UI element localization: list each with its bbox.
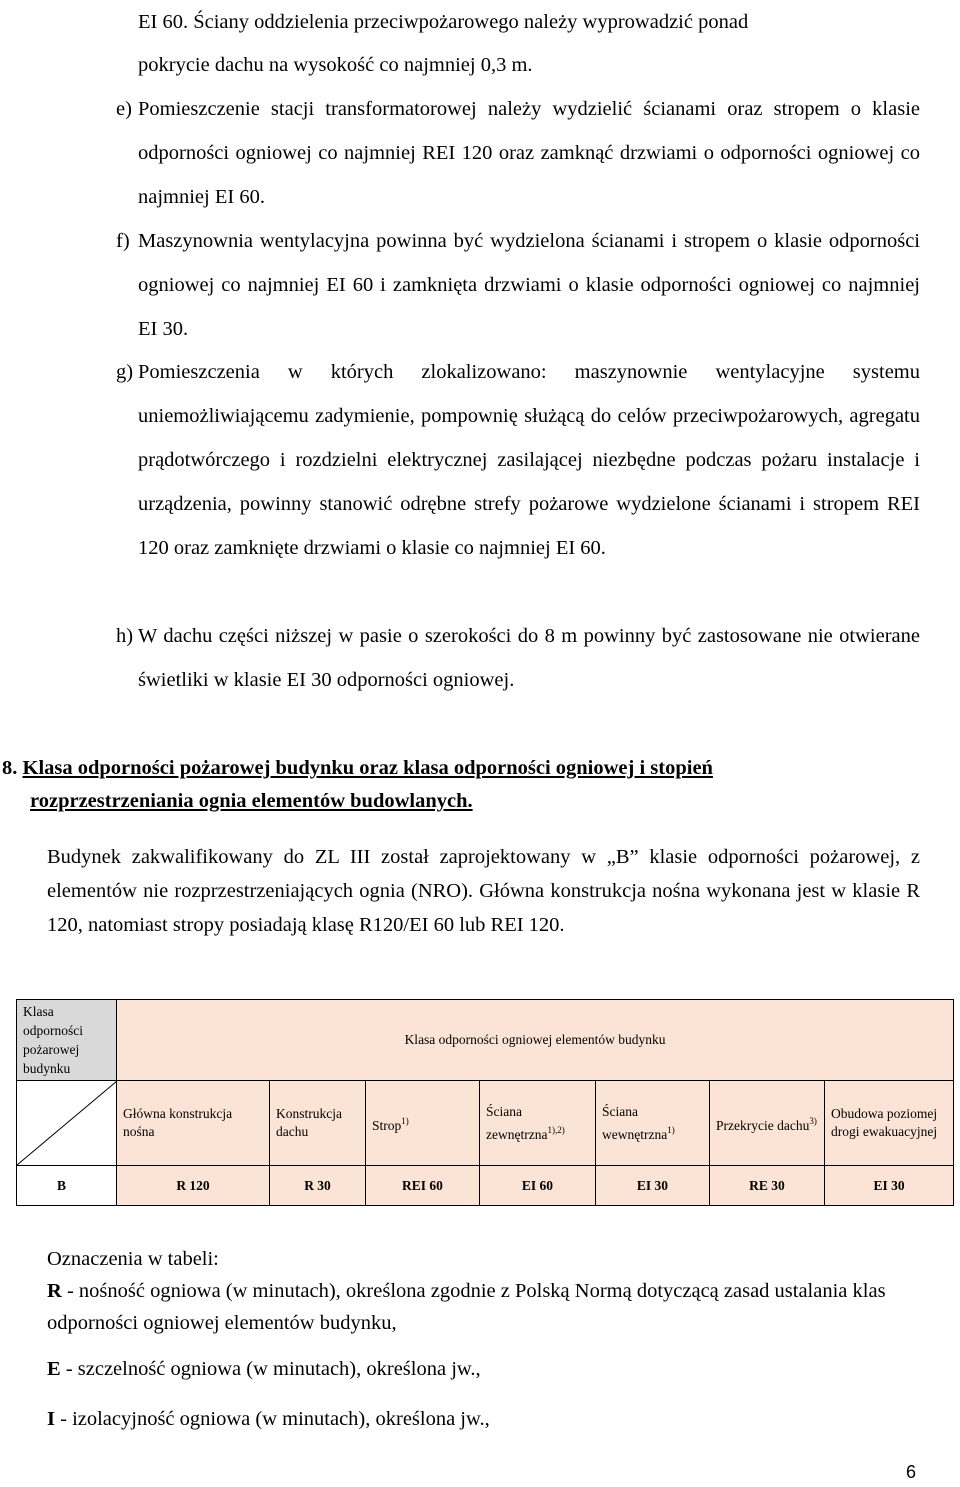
legend-I-key: I bbox=[47, 1408, 55, 1430]
table-col-header bbox=[480, 1081, 596, 1166]
section-heading bbox=[2, 752, 920, 818]
legend-I-sep: - bbox=[54, 1408, 73, 1430]
item-e-label: e) bbox=[116, 98, 132, 120]
legend-E bbox=[47, 1353, 920, 1385]
table-col-header bbox=[596, 1081, 710, 1166]
item-h-text: W dachu części niższej w pasie o szerokości do 8 m powinny być zastosowane nie otwierane świetliki w klasie EI 30 odporności ogniowej. bbox=[138, 625, 920, 691]
table-class-cell: B bbox=[17, 1166, 117, 1206]
table-value-cell: R 30 bbox=[270, 1166, 366, 1206]
col-label: Główna konstrukcja nośna bbox=[123, 1106, 233, 1139]
intro-line-1: EI 60. Ściany oddzielenia przeciwpożarowego należy wyprowadzić ponad bbox=[138, 11, 749, 33]
section-number: 8. bbox=[2, 757, 18, 779]
item-g-label: g) bbox=[116, 361, 134, 383]
table-value-cell: REI 60 bbox=[366, 1166, 480, 1206]
legend-E-key: E bbox=[47, 1358, 61, 1380]
col-label: Obudowa poziomej drogi ewakuacyjnej bbox=[831, 1106, 938, 1139]
table-col-header bbox=[366, 1081, 480, 1166]
table-value-cell: EI 30 bbox=[825, 1166, 954, 1206]
table-corner-header: Klasa odporności pożarowej budynku bbox=[17, 1000, 117, 1081]
body-paragraph: Budynek zakwalifikowany do ZL III został zaprojektowany w „B” klasie odporności pożarowej, z elementów nie rozprzestrzeniających ognia (NRO). Główna konstrukcja nośna wykonana jest w klasie R 120, natomiast stropy posiadają klasę R120/EI 60 lub REI 120. bbox=[47, 846, 920, 936]
table-col-header bbox=[117, 1081, 270, 1166]
section-title-line-2: rozprzestrzeniania ognia elementów budowlanych. bbox=[30, 790, 473, 812]
col-footnote: 3) bbox=[809, 1115, 817, 1126]
col-footnote: 1) bbox=[667, 1124, 675, 1135]
table-col-header bbox=[270, 1081, 366, 1166]
table-diagonal-cell bbox=[17, 1081, 117, 1166]
col-footnote: 1) bbox=[401, 1115, 409, 1126]
table-value-cell: EI 30 bbox=[596, 1166, 710, 1206]
fire-resistance-table bbox=[16, 999, 954, 1206]
item-g-text: Pomieszczenia w których zlokalizowano: maszynownie wentylacyjne systemu uniemożliwiającemu zadymienie, pompownię służącą do celów przeciwpożarowych, agregatu prądotwórczego i rozdzielni elektrycznej zasilającej niezbędne podczas pożaru instalacje i urządzenia, powinny stanowić odrębne strefy pożarowe wydzielone ścianami i stropem REI 120 oraz zamknięte drzwiami o klasie co najmniej EI 60. bbox=[138, 361, 920, 559]
legend-R-key: R bbox=[47, 1280, 62, 1302]
table-title: Klasa odporności ogniowej elementów budynku bbox=[117, 1000, 954, 1081]
section-title-line-1: Klasa odporności pożarowej budynku oraz klasa odporności ogniowej i stopień bbox=[22, 757, 713, 779]
item-h-label: h) bbox=[116, 625, 134, 647]
col-label: Przekrycie dachu bbox=[716, 1117, 810, 1133]
col-label: Ściana zewnętrzna bbox=[486, 1103, 548, 1142]
legend-E-text: szczelność ogniowa (w minutach), określona jw., bbox=[77, 1358, 481, 1380]
legend-title: Oznaczenia w tabeli: bbox=[47, 1248, 219, 1270]
table-col-header bbox=[710, 1081, 825, 1166]
table-value-cell: RE 30 bbox=[710, 1166, 825, 1206]
col-label: Konstrukcja dachu bbox=[276, 1106, 342, 1139]
legend-R-text: nośność ogniowa (w minutach), określona zgodnie z Polską Normą dotyczącą zasad ustalania klas odporności ogniowej elementów budynku, bbox=[47, 1280, 886, 1334]
col-footnote: 1),2) bbox=[547, 1124, 565, 1135]
intro-line-2: pokrycie dachu na wysokość co najmniej 0,3 m. bbox=[138, 54, 533, 76]
legend-I bbox=[47, 1403, 920, 1435]
col-label: Strop bbox=[372, 1117, 402, 1133]
legend-R-sep: - bbox=[61, 1280, 79, 1302]
page-number: 6 bbox=[906, 1462, 917, 1482]
item-e-text: Pomieszczenie stacji transformatorowej należy wydzielić ścianami oraz stropem o klasie odporności ogniowej co najmniej REI 120 oraz zamknąć drzwiami o odporności ogniowej co najmniej EI 60. bbox=[138, 98, 920, 208]
diagonal-line-graphic bbox=[17, 1081, 117, 1165]
col-label: Ściana wewnętrzna bbox=[602, 1103, 668, 1142]
legend-I-text: izolacyjność ogniowa (w minutach), określona jw., bbox=[72, 1408, 490, 1430]
table-col-header bbox=[825, 1081, 954, 1166]
legend-R bbox=[47, 1275, 920, 1339]
table-value-cell: R 120 bbox=[117, 1166, 270, 1206]
legend-E-sep: - bbox=[60, 1358, 78, 1380]
item-f-text: Maszynownia wentylacyjna powinna być wydzielona ścianami i stropem o klasie odporności ogniowej co najmniej EI 60 i zamknięta drzwiami o klasie odporności ogniowej co najmniej EI 30. bbox=[138, 230, 920, 340]
table-value-cell: EI 60 bbox=[480, 1166, 596, 1206]
item-f-label: f) bbox=[116, 230, 130, 252]
